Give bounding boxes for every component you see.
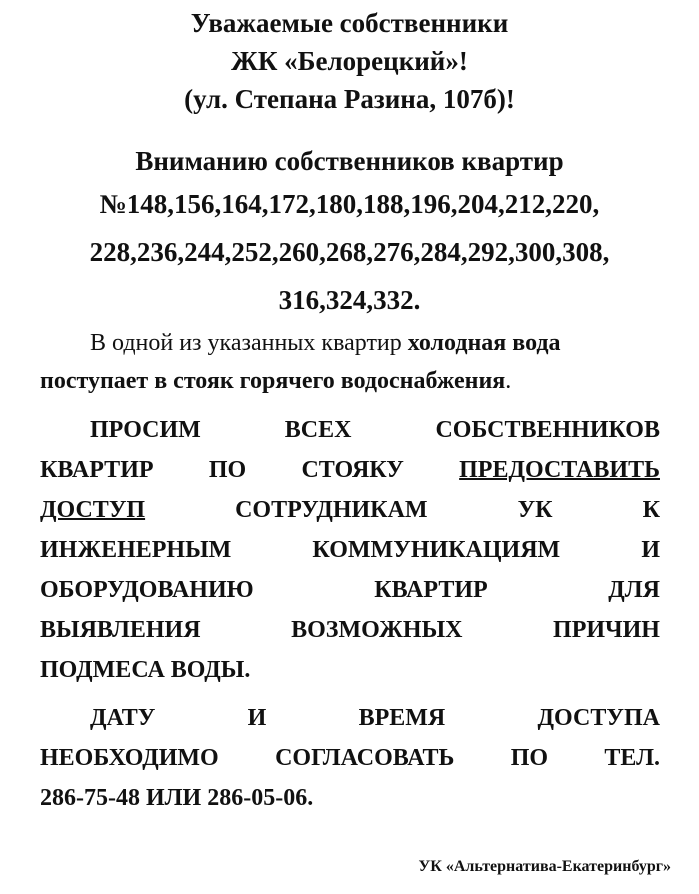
contact-word: НЕОБХОДИМО: [40, 745, 219, 771]
notice-title: [0, 4, 699, 118]
paragraph-bold-2: поступает в стояк горячего водоснабжения: [40, 368, 506, 394]
request-word: КВАРТИР: [374, 577, 488, 603]
access-underlined: ДОСТУП: [40, 497, 146, 523]
contact-line-2: [40, 738, 660, 778]
contact-line-1: [40, 698, 660, 738]
contact-word: ДОСТУПА: [537, 705, 660, 731]
request-word: СОБСТВЕННИКОВ: [435, 417, 660, 443]
provide-underlined: ПРЕДОСТАВИТЬ: [459, 457, 660, 483]
request-word: И: [641, 537, 660, 563]
request-word: КВАРТИР: [40, 457, 154, 483]
apartment-numbers-line-1: №148,156,164,172,180,188,196,204,212,220,: [99, 189, 600, 219]
request-word: ВСЕХ: [284, 417, 352, 443]
title-line-2: ЖК «Белорецкий»!: [231, 46, 468, 76]
contact-paragraph: [40, 698, 660, 818]
attention-line-1: Вниманию собственников квартир: [135, 146, 564, 176]
request-word: ВОЗМОЖНЫХ: [291, 617, 463, 643]
request-word: СТОЯКУ: [301, 457, 404, 483]
title-line-1: Уважаемые собственники: [190, 8, 509, 38]
contact-word: И: [247, 705, 267, 731]
request-line-2: [40, 450, 660, 490]
contact-word: СОГЛАСОВАТЬ: [275, 745, 455, 771]
contact-word: ВРЕМЯ: [358, 705, 446, 731]
request-line-5: [40, 570, 660, 610]
apartment-numbers-line-3: 316,324,332.: [278, 285, 421, 315]
request-word: ПРОСИМ: [90, 417, 201, 443]
paragraph-text-start: В одной из указанных квартир: [90, 330, 408, 356]
attention-heading: [0, 142, 699, 324]
request-line-3: [40, 490, 660, 530]
contact-line-3: [40, 778, 660, 818]
apartment-numbers-line-2: 228,236,244,252,260,268,276,284,292,300,308,: [89, 237, 610, 267]
paragraph-end: .: [505, 368, 512, 394]
request-line-1: [40, 410, 660, 450]
request-line-6: [40, 610, 660, 650]
cold-water-paragraph: [40, 324, 660, 400]
request-word: ИНЖЕНЕРНЫМ: [40, 537, 232, 563]
request-word: СОТРУДНИКАМ: [235, 497, 428, 523]
request-word: ПО: [208, 457, 247, 483]
contact-word: ТЕЛ.: [604, 745, 660, 771]
request-word: ПОДМЕСА ВОДЫ.: [40, 657, 251, 683]
signature: УК «Альтернатива-Екатеринбург»: [418, 858, 671, 875]
title-line-3: (ул. Степана Разина, 107б)!: [184, 84, 515, 114]
request-word: УК: [517, 497, 553, 523]
request-word: К: [642, 497, 660, 523]
request-word: ВЫЯВЛЕНИЯ: [40, 617, 201, 643]
request-word: ДЛЯ: [608, 577, 660, 603]
contact-word: ДАТУ: [90, 705, 156, 731]
request-word: ПРИЧИН: [553, 617, 660, 643]
request-word: ОБОРУДОВАНИЮ: [40, 577, 254, 603]
request-line-7: [40, 650, 660, 690]
phone-numbers: 286-75-48 ИЛИ 286-05-06.: [40, 785, 314, 811]
request-word: КОММУНИКАЦИЯМ: [312, 537, 561, 563]
contact-word: ПО: [510, 745, 549, 771]
paragraph-bold-1: холодная вода: [407, 330, 561, 356]
access-request-paragraph: [40, 410, 660, 690]
request-line-4: [40, 530, 660, 570]
